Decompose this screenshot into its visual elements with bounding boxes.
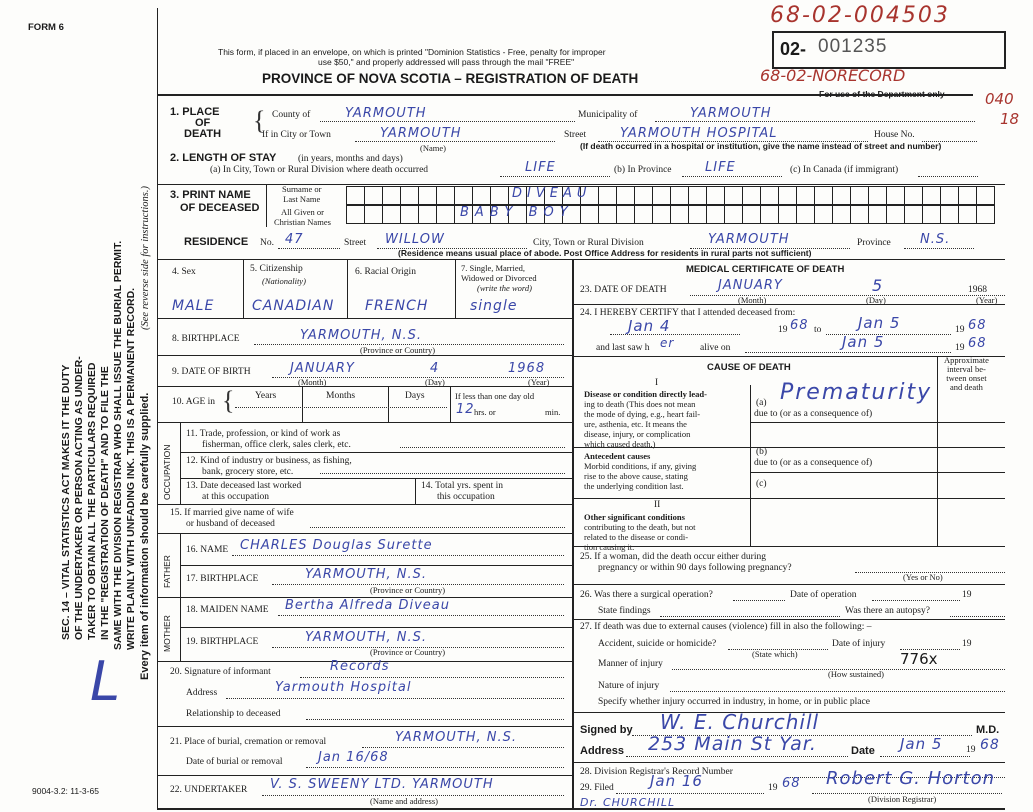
- given-label-1: All Given or: [280, 207, 324, 217]
- q11-line-1: 11. Trade, profession, or kind of work as: [186, 429, 341, 439]
- place-brace: {: [253, 106, 266, 135]
- informant-address-label: Address: [186, 688, 218, 698]
- cause-c-bottom-rule: [572, 498, 1005, 499]
- q26-date-label: Date of operation: [790, 590, 857, 600]
- envelope-note-2: use $50," and properly addressed will pass through the mail "FREE": [318, 57, 575, 67]
- interval-line-3: tween onset: [946, 373, 987, 383]
- envelope-note-1: This form, if placed in an envelope, on which is printed "Dominion Statistics - Free, penalty for improper: [218, 47, 606, 57]
- sig-address-label: Address: [580, 745, 625, 757]
- rule-after-18: [180, 627, 572, 628]
- age-label: 10. AGE in: [172, 397, 216, 407]
- q24-year-1: 68: [790, 318, 809, 333]
- stay-a-label: (a) In City, Town or Rural Division where death occurred: [210, 165, 429, 175]
- nature-line: [670, 691, 1005, 692]
- q23-year: 1968: [968, 285, 987, 295]
- rule-after-14: [157, 504, 572, 505]
- age-days-divider: [450, 386, 451, 422]
- given-boxes: [346, 205, 995, 224]
- q24-year-2: 68: [968, 318, 987, 333]
- citizenship-sub: (Nationality): [262, 276, 306, 286]
- col-4-5-divider: [243, 259, 244, 318]
- residence-street-value: WILLOW: [385, 232, 445, 247]
- q13-q14-divider: [415, 478, 416, 504]
- marital-label-2: Widowed or Divorced: [461, 273, 537, 283]
- municipality-value: YARMOUTH: [690, 106, 772, 121]
- burial-place-line: [362, 747, 564, 748]
- sig-year: 68: [980, 737, 1000, 753]
- stay-b-line: [682, 176, 782, 177]
- col-6-7-divider: [455, 259, 456, 318]
- md-label: M.D.: [976, 724, 1000, 736]
- stay-c-line: [918, 176, 978, 177]
- residence-street-label: Street: [344, 238, 367, 248]
- father-name-label: 16. NAME: [186, 545, 229, 555]
- q29-line: [616, 793, 764, 794]
- sex-value: MALE: [172, 298, 215, 314]
- burial-date-value: Jan 16/68: [318, 750, 389, 765]
- q12-line-1: 12. Kind of industry or business, as fishing,: [186, 456, 352, 466]
- antecedent-line-2: Morbid conditions, if any, giving: [584, 461, 697, 471]
- frame-left-border: [157, 8, 158, 808]
- other-line-4: tion causing it.: [584, 542, 635, 552]
- cause-c-label: (c): [756, 479, 767, 489]
- undertaker-caption: (Name and address): [370, 796, 438, 806]
- bottom-form-code: 9004-3.2: 11-3-65: [32, 786, 99, 796]
- age-months-divider: [388, 386, 389, 422]
- antecedent-description: [584, 451, 696, 491]
- side-line-7: Every item of information should be carefully supplied.: [139, 392, 151, 680]
- other-divider: [750, 498, 751, 546]
- surname-value: DIVEAU: [512, 186, 592, 201]
- dob-month-caption: (Month): [298, 377, 327, 387]
- q13-line-1: 13. Date deceased last worked: [186, 481, 302, 491]
- manner-label: Manner of injury: [598, 659, 663, 669]
- q15-line: [310, 527, 565, 528]
- dept-use-note: For use of the Department only: [819, 89, 945, 99]
- cause-b-label: (b): [756, 447, 768, 457]
- q24-year-prefix-1: 19: [778, 325, 788, 335]
- q12: [186, 456, 352, 478]
- rule-after-signature: [572, 762, 1005, 763]
- mother-side-divider: [180, 597, 181, 661]
- residence-no-value: 47: [285, 232, 304, 247]
- surname-boxes: [346, 186, 995, 205]
- street-label: Street: [564, 130, 587, 140]
- name-divider: [266, 184, 267, 227]
- q23-day: 5: [872, 276, 884, 295]
- injury-date-label: Date of injury: [832, 639, 886, 649]
- q11-line: [400, 447, 565, 448]
- q24-to-label: to: [814, 325, 822, 335]
- mother-maiden-label: 18. MAIDEN NAME: [186, 605, 269, 615]
- reg-number: 001235: [818, 36, 888, 57]
- state-findings: State findings: [598, 606, 651, 616]
- burial-place-label: 21. Place of burial, cremation or removal: [170, 737, 327, 747]
- form-title: PROVINCE OF NOVA SCOTIA – REGISTRATION OF DEATH: [262, 71, 639, 86]
- father-birthplace-value: YARMOUTH, N.S.: [305, 567, 428, 582]
- manner-value: 776x: [900, 650, 938, 668]
- q26-date-line: [872, 600, 960, 601]
- q14: [421, 481, 503, 503]
- q26-line: [733, 600, 785, 601]
- rule-after-11: [180, 452, 572, 453]
- due-to-1: due to (or as a consequence of): [754, 409, 873, 419]
- q13: [186, 481, 301, 503]
- name-label-2: OF DECEASED: [180, 202, 260, 214]
- cause-a-rule: [750, 422, 1005, 423]
- stay-a-line: [500, 176, 610, 177]
- given-value: BABY BOY: [460, 205, 574, 220]
- surname-label-2: Last Name: [283, 194, 321, 204]
- dob-day: 4: [430, 361, 440, 376]
- sig-date-label: Date: [851, 745, 875, 757]
- age-days-label: Days: [405, 391, 425, 401]
- mother-birthplace-caption: (Province or Country): [370, 647, 446, 657]
- name-label: [170, 189, 259, 215]
- rule-after-8: [157, 355, 572, 356]
- rule-after-16: [180, 565, 572, 566]
- burial-date-label: Date of burial or removal: [186, 757, 283, 767]
- stay-b-value: LIFE: [705, 160, 736, 175]
- q28-label: 28. Division Registrar's Record Number: [580, 767, 733, 777]
- side-line-5: SAME WITH THE DIVISION REGISTRAR WHO SHALL ISSUE THE BURIAL PERMIT.: [112, 240, 124, 650]
- disease-description: [584, 389, 707, 449]
- residence-label: RESIDENCE: [184, 236, 249, 248]
- rule-after-10: [157, 422, 572, 423]
- given-label-2: Christian Names: [274, 217, 331, 227]
- cause-title: CAUSE OF DEATH: [707, 362, 791, 373]
- residence-province-value: N.S.: [920, 232, 951, 247]
- cause-a-value: Prematurity: [780, 380, 933, 405]
- undertaker-value: V. S. SWEENY LTD. YARMOUTH: [270, 777, 494, 792]
- city-name-caption: (Name): [420, 143, 446, 153]
- margin-signature-mark: L: [90, 650, 121, 713]
- rule-after-23: [572, 304, 1005, 305]
- racial-value: FRENCH: [365, 298, 429, 314]
- street-value: YARMOUTH HOSPITAL: [620, 126, 778, 141]
- informant-label: 20. Signature of informant: [170, 667, 271, 677]
- residence-province-label: Province: [857, 238, 891, 248]
- mother-maiden-line: [278, 615, 564, 616]
- age-dots: [235, 407, 447, 408]
- informant-line: [300, 677, 564, 678]
- city-label: If in City or Town: [262, 130, 331, 140]
- q23-label: 23. DATE OF DEATH: [580, 285, 667, 295]
- residence-no-line: [278, 248, 340, 249]
- interval-header: [944, 356, 989, 392]
- rule-after-20: [157, 726, 572, 727]
- year-prefix-3: 19: [955, 343, 965, 353]
- marital-label-1: 7. Single, Married,: [461, 263, 525, 273]
- residence-city-value: YARMOUTH: [708, 232, 790, 247]
- age-months-label: Months: [326, 391, 356, 401]
- surname-label-1: Surname or: [282, 184, 322, 194]
- side-line-4: IN THE "REGISTRATION OF DEATH" AND TO FILE THE: [99, 366, 111, 640]
- house-label: House No.: [874, 130, 915, 140]
- cause-a-bottom-rule: [572, 447, 1005, 448]
- disease-line-3: the mode of dying, e.g., heart fail-: [584, 409, 701, 419]
- autopsy-label: Was there an autopsy?: [845, 606, 930, 616]
- antecedent-line-4: the underlying condition last.: [584, 481, 684, 491]
- rule-after-residence: [157, 259, 1005, 260]
- rule-after-7: [157, 318, 572, 319]
- disease-line-4: ure, asthenia, etc. It means the: [584, 419, 687, 429]
- burial-date-line: [306, 767, 564, 768]
- registrar-caption: (Division Registrar): [868, 794, 937, 804]
- alive-year: 68: [968, 336, 987, 351]
- filed-value: Jan 16: [650, 772, 703, 790]
- q15-line-1: 15. If married give name of wife: [170, 508, 294, 518]
- q13-line-2: at this occupation: [202, 492, 270, 502]
- q24-year-prefix-2: 19: [955, 325, 965, 335]
- mother-birthplace-value: YARMOUTH, N.S.: [305, 630, 428, 645]
- q25-line-2: pregnancy or within 90 days following pregnancy?: [598, 563, 792, 573]
- q14-line-1: 14. Total yrs. spent in: [421, 481, 504, 491]
- burial-place-value: YARMOUTH, N.S.: [395, 730, 518, 745]
- rule-after-21: [157, 775, 572, 776]
- alive-line: [745, 352, 951, 353]
- place-label-2: OF: [195, 117, 211, 129]
- form-label: FORM 6: [28, 22, 64, 33]
- q11: [186, 429, 351, 451]
- q23-month-caption: (Month): [738, 295, 767, 305]
- side-instructions-2: [112, 241, 138, 650]
- min-label: min.: [545, 407, 561, 417]
- q23-day-caption: (Day): [866, 295, 886, 305]
- given-label: [274, 207, 331, 227]
- side-instructions: [60, 356, 112, 640]
- mother-side-label: MOTHER: [162, 615, 172, 652]
- sig-year-prefix: 19: [966, 745, 976, 755]
- sig-date-value: Jan 5: [900, 735, 943, 753]
- citizenship-value: CANADIAN: [252, 298, 335, 314]
- accident-label: Accident, suicide or homicide?: [598, 639, 717, 649]
- q12-line: [320, 473, 565, 474]
- center-divider: [572, 259, 574, 809]
- filed-year-prefix: 19: [768, 783, 778, 793]
- stay-b-label: (b) In Province: [614, 165, 672, 175]
- place-label-1: 1. PLACE: [170, 106, 220, 118]
- disease-line-6: which caused death.): [584, 439, 656, 449]
- bottom-handwritten-note: Dr. CHURCHILL: [580, 796, 676, 809]
- roman-one: I: [655, 378, 659, 388]
- father-birthplace-caption: (Province or Country): [370, 585, 446, 595]
- frame-top-rule: [157, 94, 973, 96]
- sig-address-line: [626, 756, 848, 757]
- filed-year: 68: [782, 776, 801, 791]
- autopsy-line: [950, 616, 1005, 617]
- place-label: [170, 107, 221, 140]
- marital-label-3: (write the word): [477, 283, 532, 293]
- sig-address-value: 253 Main St Yar.: [648, 733, 817, 755]
- citizenship-label: 5. Citizenship: [250, 264, 303, 274]
- birthplace-label: 8. BIRTHPLACE: [172, 334, 240, 344]
- rule-after-9: [157, 386, 572, 387]
- handwritten-ref: 68-02-004503: [770, 3, 950, 28]
- interval-line-2: interval be-: [946, 364, 986, 374]
- stay-a-value: LIFE: [525, 160, 556, 175]
- q26-label: 26. Was there a surgical operation?: [580, 590, 713, 600]
- side-line-6: WRITE PLAINLY WITH UNFADING INK. THIS IS A PERMANENT RECORD.: [125, 287, 137, 650]
- antecedent-line-3: rise to the above cause, stating: [584, 471, 688, 481]
- city-line: [355, 141, 555, 142]
- q24-label: 24. I HEREBY CERTIFY that I attended deceased from:: [580, 308, 796, 318]
- findings-line: [660, 616, 840, 617]
- col-5-6-divider: [347, 259, 348, 318]
- dob-month: JANUARY: [290, 361, 355, 376]
- cause-inner-divider: [750, 385, 751, 498]
- side-line-8: (See reverse side for instructions.): [140, 186, 151, 330]
- rule-after-cause: [572, 546, 1005, 547]
- hospital-note: (If death occurred in a hospital or institution, give the name instead of street and number): [580, 141, 942, 151]
- hrs-label: hrs. or: [474, 407, 496, 417]
- name-label-1: 3. PRINT NAME: [170, 189, 251, 201]
- age-years-divider: [302, 386, 303, 422]
- relationship-label: Relationship to deceased: [186, 709, 281, 719]
- q15-line-2: or husband of deceased: [186, 519, 275, 529]
- last-saw-label: and last saw h: [596, 343, 650, 353]
- less-than-day-label: If less than one day old: [455, 391, 535, 401]
- q12-line-2: bank, grocery store, etc.: [202, 467, 294, 477]
- dob-year-caption: (Year): [528, 377, 550, 387]
- reg-prefix: 02-: [780, 39, 807, 59]
- residence-no-label: No.: [260, 238, 274, 248]
- antecedent-line-1: Antecedent causes: [584, 451, 651, 461]
- disease-line-5: disease, injury, or complication: [584, 429, 691, 439]
- interval-line-1: Approximate: [944, 355, 989, 365]
- q24-from: Jan 4: [628, 317, 671, 335]
- side-line-3: TAKER TO OBTAIN ALL THE PARTICULARS REQUIRED: [86, 362, 98, 640]
- occupation-side-divider: [180, 422, 181, 504]
- marital-value: single: [470, 298, 518, 314]
- disease-line-1: Disease or condition directly lead-: [584, 389, 707, 399]
- how-sustained: (How sustained): [828, 669, 884, 679]
- state-which: (State which): [752, 649, 798, 659]
- signed-value: W. E. Churchill: [660, 710, 820, 734]
- side-line-1: SEC. 14 – VITAL STATISTICS ACT MAKES IT THE DUTY: [60, 364, 72, 640]
- birthplace-caption: (Province or Country): [360, 345, 436, 355]
- county-line: [320, 121, 575, 122]
- father-name-line: [232, 555, 564, 556]
- handwritten-record: 68-02-NORECORD: [760, 66, 906, 85]
- undertaker-label: 22. UNDERTAKER: [170, 785, 248, 795]
- mother-maiden-value: Bertha Alfreda Diveau: [285, 598, 450, 613]
- informant-address-line: [226, 698, 564, 699]
- q26-year: 19: [962, 590, 972, 600]
- stay-c-label: (c) In Canada (if immigrant): [790, 165, 899, 175]
- residence-city-label: City, Town or Rural Division: [533, 238, 644, 248]
- father-side-label: FATHER: [162, 555, 172, 588]
- surname-label: [282, 184, 321, 204]
- disease-line-2: ing to death (This does not mean: [584, 399, 696, 409]
- mother-birthplace-label: 19. BIRTHPLACE: [186, 637, 259, 647]
- last-saw-value: er: [660, 336, 675, 350]
- place-label-3: DEATH: [184, 128, 222, 140]
- registration-number-box: [772, 31, 1006, 69]
- racial-label: 6. Racial Origin: [355, 267, 416, 277]
- registrar-signature: Robert G. Horton: [826, 768, 996, 789]
- informant-value: Records: [330, 659, 390, 674]
- q29-label: 29. Filed: [580, 783, 614, 793]
- q15: [170, 508, 294, 530]
- interval-line-4: and death: [950, 382, 983, 392]
- sig-date-line: [880, 756, 970, 757]
- birthplace-value: YARMOUTH, N.S.: [300, 328, 423, 343]
- cause-a-label: (a): [756, 398, 767, 408]
- city-value: YARMOUTH: [380, 126, 462, 141]
- cause-top-rule: [572, 356, 1005, 357]
- cause-b-rule: [750, 472, 1005, 473]
- stay-label: 2. LENGTH OF STAY: [170, 152, 277, 164]
- municipality-label: Municipality of: [578, 110, 638, 120]
- roman-two: II: [654, 500, 661, 510]
- other-line-3: related to the disease or condi-: [584, 532, 689, 542]
- age-years-label: Years: [255, 391, 277, 401]
- county-value: YARMOUTH: [345, 106, 427, 121]
- q14-line-2: this occupation: [437, 492, 495, 502]
- informant-address-value: Yarmouth Hospital: [275, 680, 412, 695]
- sex-label: 4. Sex: [172, 267, 196, 277]
- hrs-value: 12: [456, 402, 475, 417]
- side-line-2: OF THE UNDERTAKER OR PERSON ACTING AS UNDER-: [73, 356, 85, 640]
- age-brace: {: [222, 386, 235, 415]
- residence-province-line: [904, 248, 974, 249]
- injury-year: 19: [962, 639, 972, 649]
- residence-note: (Residence means usual place of abode. Post Office Address for residents in rural parts not sufficient): [398, 248, 812, 258]
- q23-year-caption: (Year): [976, 295, 998, 305]
- stay-sub: (in years, months and days): [298, 154, 403, 164]
- other-line-1: Other significant conditions: [584, 512, 685, 522]
- margin-code-2: 18: [1000, 110, 1020, 128]
- due-to-2: due to (or as a consequence of): [754, 458, 873, 468]
- alive-value: Jan 5: [842, 333, 885, 351]
- margin-code-1: 040: [985, 90, 1014, 108]
- rule-after-12: [180, 478, 572, 479]
- q27-label: 27. If death was due to external causes (violence) fill in also the following: –: [580, 622, 872, 632]
- father-name-value: CHARLES Douglas Surette: [240, 538, 433, 553]
- other-line-2: contributing to the death, but not: [584, 522, 696, 532]
- nature-label: Nature of injury: [598, 681, 660, 691]
- q25-line-1: 25. If a woman, did the death occur either during: [580, 552, 766, 562]
- q25-yes-no: (Yes or No): [903, 572, 943, 582]
- rule-after-15: [157, 533, 572, 534]
- municipality-line: [655, 121, 975, 122]
- county-label: County of: [272, 110, 311, 120]
- rule-after-25: [572, 584, 1005, 585]
- dob-year: 1968: [508, 361, 546, 376]
- interval-divider: [937, 356, 938, 546]
- q23-month: JANUARY: [718, 278, 783, 293]
- specify-label: Specify whether injury occurred in industry, in home, or in public place: [598, 697, 870, 707]
- occupation-side-label: OCCUPATION: [162, 444, 172, 500]
- dob-day-caption: (Day): [425, 377, 445, 387]
- medical-title: MEDICAL CERTIFICATE OF DEATH: [686, 264, 845, 275]
- signed-label: Signed by: [580, 724, 633, 736]
- dob-label: 9. DATE OF BIRTH: [172, 367, 251, 377]
- q11-line-2: fisherman, office clerk, sales clerk, etc.: [202, 440, 351, 450]
- alive-label: alive on: [700, 343, 731, 353]
- father-birthplace-label: 17. BIRTHPLACE: [186, 574, 259, 584]
- rule-after-26: [572, 619, 1005, 620]
- marital-label: [461, 263, 537, 293]
- relationship-line: [306, 719, 564, 720]
- q24-to: Jan 5: [858, 314, 901, 332]
